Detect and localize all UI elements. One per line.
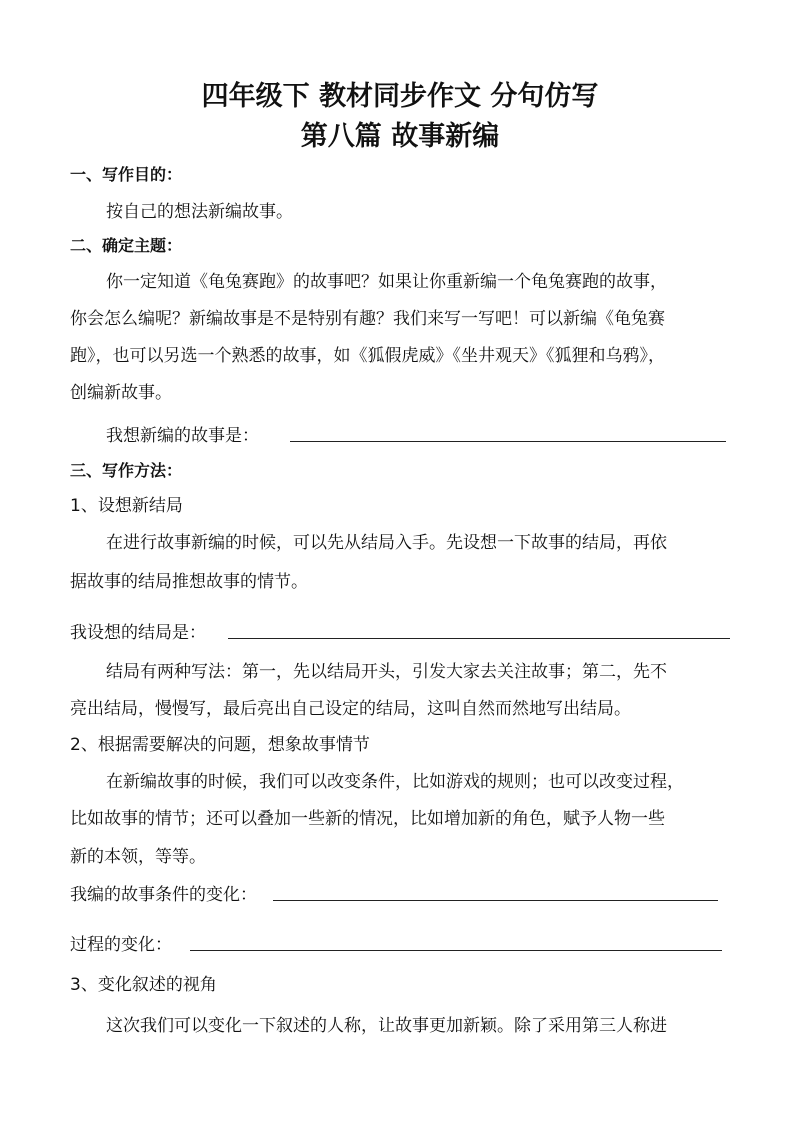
ending-fill-line[interactable] <box>228 638 730 639</box>
section3-heading: 三、写作方法： <box>70 461 183 480</box>
process-fill-label: 过程的变化： <box>70 935 172 955</box>
section1-text: 按自己的想法新编故事。 <box>106 202 293 222</box>
section2-para-line: 你会怎么编呢？新编故事是不是特别有趣？我们来写一写吧！可以新编《龟兔赛 <box>70 309 665 329</box>
item3-para-line: 这次我们可以变化一下叙述的人称，让故事更加新颖。除了采用第三人称进 <box>106 1016 667 1036</box>
item1-para-line: 据故事的结局推想故事的情节。 <box>70 572 308 592</box>
section1-heading: 一、写作目的： <box>70 165 183 184</box>
condition-fill-label: 我编的故事条件的变化： <box>70 885 257 905</box>
item2-para-line: 在新编故事的时候，我们可以改变条件，比如游戏的规则；也可以改变过程， <box>106 772 684 792</box>
item1-para2-line: 结局有两种写法：第一，先以结局开头，引发大家去关注故事；第二，先不 <box>106 662 667 682</box>
item1-para2-line: 亮出结局，慢慢写，最后亮出自己设定的结局，这叫自然而然地写出结局。 <box>70 699 631 719</box>
section2-para-line: 创编新故事。 <box>70 383 172 403</box>
condition-fill-line[interactable] <box>273 900 718 901</box>
section2-para-line: 跑》，也可以另选一个熟悉的故事，如《狐假虎威》《坐井观天》《狐狸和乌鸦》， <box>70 346 665 366</box>
section2-heading: 二、确定主题： <box>70 236 183 255</box>
item2-para-line: 比如故事的情节；还可以叠加一些新的情况，比如增加新的角色，赋予人物一些 <box>70 809 665 829</box>
item3-title: 3、变化叙述的视角 <box>70 975 217 995</box>
item2-title: 2、根据需要解决的问题，想象故事情节 <box>70 735 370 755</box>
item2-para-line: 新的本领，等等。 <box>70 847 206 867</box>
page-subtitle: 第八篇 故事新编 <box>300 121 500 152</box>
section2-para-line: 你一定知道《龟兔赛跑》的故事吧？如果让你重新编一个龟兔赛跑的故事， <box>106 272 667 292</box>
story-fill-line[interactable] <box>290 441 726 442</box>
process-fill-line[interactable] <box>190 950 722 951</box>
item1-title: 1、设想新结局 <box>70 496 183 516</box>
story-fill-label: 我想新编的故事是： <box>106 426 259 446</box>
page-title: 四年级下 教材同步作文 分句仿写 <box>201 81 599 112</box>
item1-para-line: 在进行故事新编的时候，可以先从结局入手。先设想一下故事的结局，再依 <box>106 533 667 553</box>
ending-fill-label: 我设想的结局是： <box>70 623 206 643</box>
